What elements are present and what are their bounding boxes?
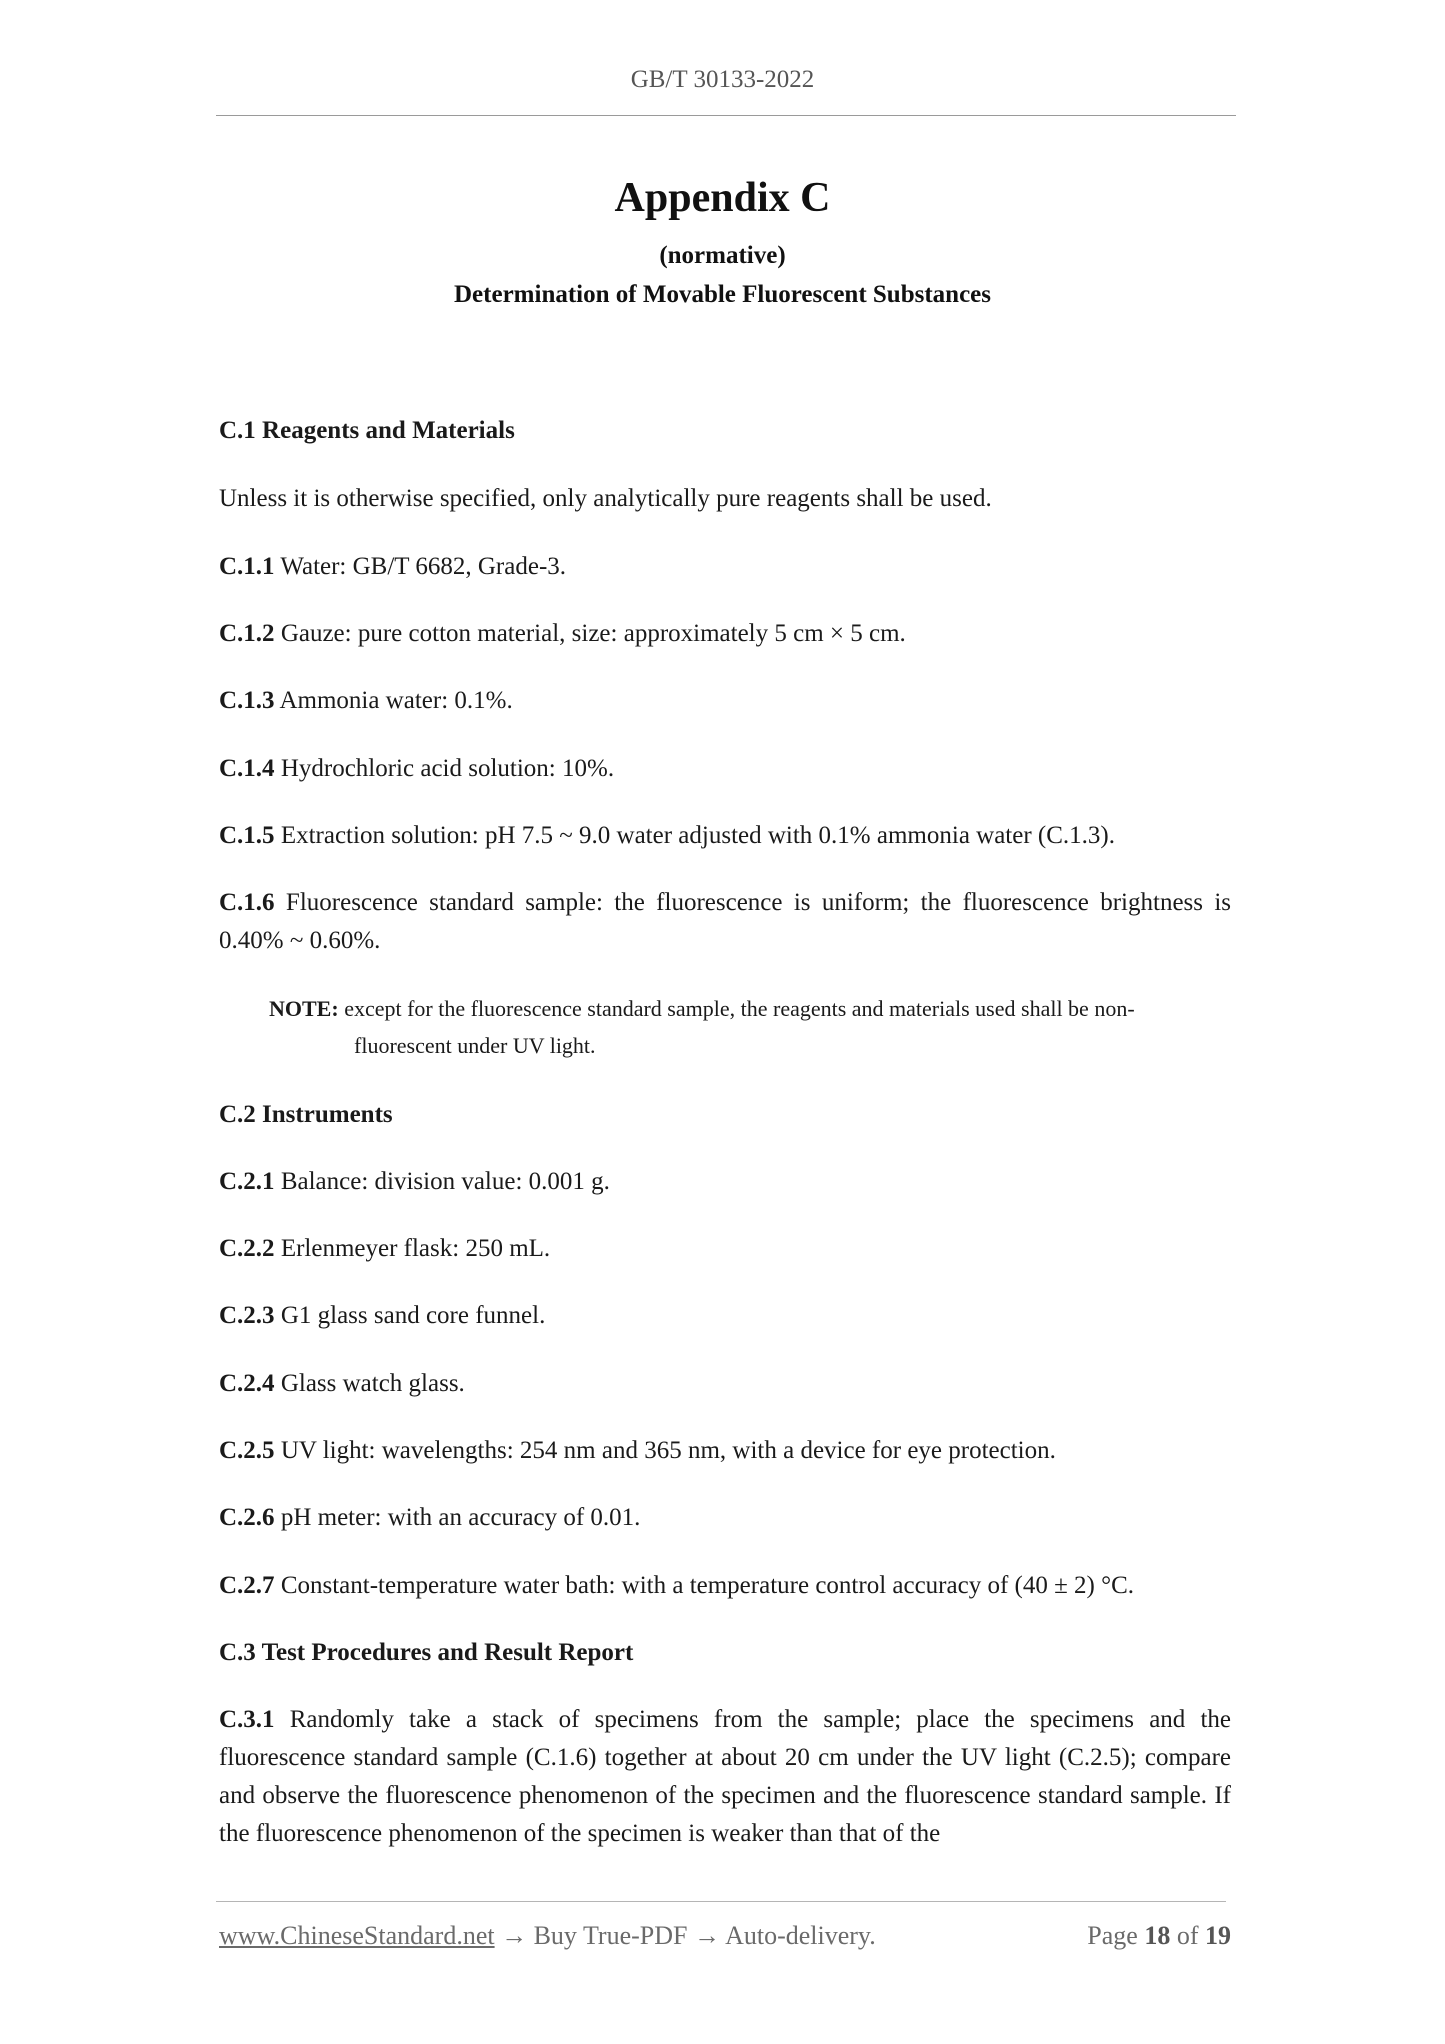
clause-number: C.1.6 — [219, 889, 275, 916]
clause-number: C.2.1 — [219, 1168, 275, 1195]
buy-pdf-text: Buy True-PDF — [533, 1921, 688, 1950]
clause-number: C.1.5 — [219, 822, 275, 849]
clause-text: Erlenmeyer flask: 250 mL. — [280, 1235, 551, 1262]
site-link[interactable]: www.ChineseStandard.net — [219, 1921, 495, 1950]
note-line-1: except for the fluorescence standard sample, the reagents and materials used shall be non- — [344, 996, 1135, 1021]
page-total: 19 — [1205, 1921, 1231, 1950]
clause-number: C.2.5 — [219, 1437, 275, 1464]
clause-text: Constant-temperature water bath: with a temperature control accuracy of (40 ± 2) °C. — [280, 1572, 1135, 1599]
clause-text: Gauze: pure cotton material, size: approximately 5 cm × 5 cm. — [280, 620, 906, 647]
section-intro-c1: Unless it is otherwise specified, only analytically pure reagents shall be used. — [219, 485, 992, 512]
clause-c-1-1 — [219, 548, 1231, 586]
clause-number: C.3.1 — [219, 1706, 275, 1733]
clause-c-3-1 — [219, 1701, 1231, 1853]
clause-c-1-3 — [219, 682, 1231, 720]
section-heading-c2: C.2 Instruments — [219, 1101, 393, 1128]
clause-text: Balance: division value: 0.001 g. — [280, 1168, 610, 1195]
clause-number: C.2.3 — [219, 1302, 275, 1329]
clause-c-2-3 — [219, 1297, 1231, 1335]
clause-text: Ammonia water: 0.1%. — [279, 687, 513, 714]
clause-text: Fluorescence standard sample: the fluorescence is uniform; the fluorescence brightness is 0.40% ~ 0.60%. — [219, 889, 1232, 954]
note-block — [269, 990, 1231, 1064]
page-footer — [219, 1921, 1231, 1951]
clause-number: C.2.7 — [219, 1572, 275, 1599]
section-heading-c3: C.3 Test Procedures and Result Report — [219, 1639, 634, 1666]
clause-number: C.1.3 — [219, 687, 275, 714]
clause-number: C.1.4 — [219, 755, 275, 782]
clause-c-2-5 — [219, 1432, 1231, 1470]
clause-number: C.1.2 — [219, 620, 275, 647]
appendix-nature: (normative) — [659, 242, 786, 269]
arrow-right-icon: → — [694, 1921, 720, 1950]
appendix-title: Appendix C — [614, 175, 831, 221]
clause-c-2-4 — [219, 1365, 1231, 1403]
note-line-2: fluorescent under UV light. — [354, 1033, 596, 1058]
clause-number: C.1.1 — [219, 553, 275, 580]
clause-text: pH meter: with an accuracy of 0.01. — [280, 1504, 641, 1531]
page-current: 18 — [1144, 1921, 1171, 1950]
clause-c-2-6 — [219, 1499, 1231, 1537]
clause-c-1-2 — [219, 615, 1231, 653]
clause-text: Water: GB/T 6682, Grade-3. — [280, 553, 567, 580]
arrow-right-icon: → — [501, 1921, 528, 1950]
clause-text: Randomly take a stack of specimens from the sample; place the specimens and the fluorescence standard sample (C.1.6) together at about 20 cm under the UV light (C.2.5); compare and observe the fluorescence phenomenon of the specimen and the fluorescence standard sample. If the fluorescence phenomenon of the specimen is weaker than that of the — [219, 1706, 1232, 1847]
page-label: Page — [1087, 1921, 1138, 1950]
clause-text: Glass watch glass. — [280, 1370, 465, 1397]
header-divider — [216, 115, 1236, 116]
clause-number: C.2.2 — [219, 1235, 275, 1262]
of-label: of — [1176, 1921, 1199, 1950]
clause-text: UV light: wavelengths: 254 nm and 365 nm, with a device for eye protection. — [280, 1437, 1056, 1464]
clause-text: Extraction solution: pH 7.5 ~ 9.0 water adjusted with 0.1% ammonia water (C.1.3). — [280, 822, 1116, 849]
clause-number: C.2.6 — [219, 1504, 275, 1531]
clause-text: Hydrochloric acid solution: 10%. — [280, 755, 615, 782]
page-indicator — [1087, 1921, 1231, 1951]
clause-c-2-2 — [219, 1230, 1231, 1268]
auto-delivery-text: Auto-delivery. — [725, 1921, 876, 1950]
clause-c-2-1 — [219, 1163, 1231, 1201]
note-label: NOTE: — [269, 996, 339, 1021]
appendix-subject: Determination of Movable Fluorescent Substances — [454, 281, 991, 308]
clause-c-1-5 — [219, 817, 1231, 855]
document-id-header: GB/T 30133-2022 — [630, 66, 815, 93]
section-heading-c1: C.1 Reagents and Materials — [219, 417, 515, 444]
clause-c-1-6 — [219, 884, 1231, 960]
clause-c-1-4 — [219, 750, 1231, 788]
clause-c-2-7 — [219, 1567, 1231, 1605]
clause-number: C.2.4 — [219, 1370, 275, 1397]
footer-divider — [216, 1901, 1226, 1902]
clause-text: G1 glass sand core funnel. — [280, 1302, 546, 1329]
